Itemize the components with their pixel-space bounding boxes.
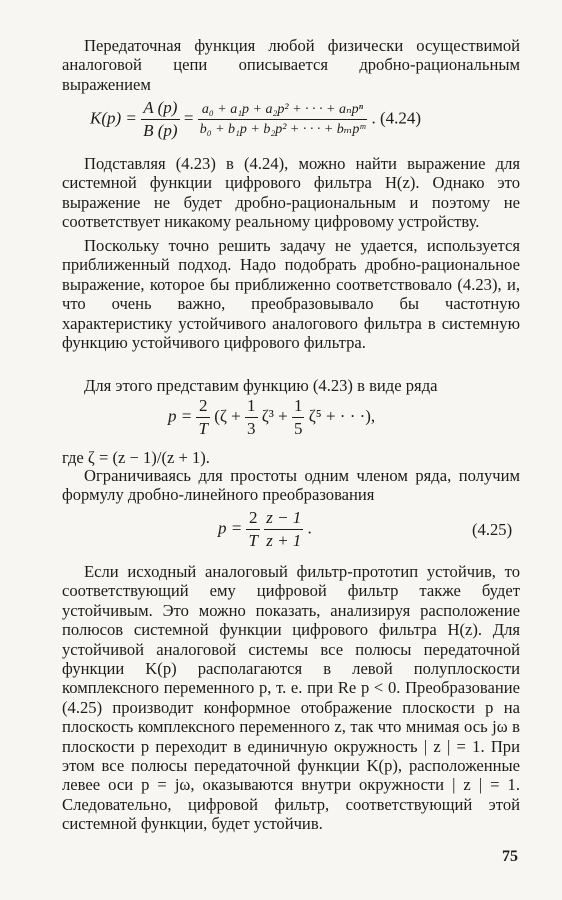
eq425-dot: . [307,518,312,538]
equation-series [168,396,375,439]
eq425-coef-den: T [248,531,258,550]
eq424-label: . (4.24) [371,108,422,128]
eq424-den-b: B (p) [143,121,178,140]
eq424-den-poly: b₀ + b₁p + b₂p² + · · · + bₘpᵐ [199,122,366,137]
paragraph-analog-transfer: Передаточная функция любой физически осуществимой аналоговой цепи описывается дробно-рациональным выражением [62,36,520,94]
series-term2-den: 5 [293,419,303,438]
eq425-lhs: p = [218,518,243,538]
eq425-coef-num: 2 [246,508,259,530]
eq424-fraction-ab [141,98,179,141]
series-term1 [245,396,258,439]
series-term2 [292,396,305,439]
paragraph-substitution: Подставляя (4.23) в (4.24), можно найти выражение для системной функции цифрового фильтра H(z). Однако это выражение не будет дробно-рациональным и поэтому не соответствует никакому реальному цифровому устройству. [62,154,520,232]
eq424-num-poly: a₀ + a₁p + a₂p² + · · · + aₙpⁿ [198,101,368,120]
eq424-num-a: A (p) [141,98,179,120]
paragraph-series-intro: Для этого представим функцию (4.23) в виде ряда [84,376,438,395]
eq425-coef [246,508,259,551]
series-coef [196,396,209,439]
eq425-fraction [264,508,303,551]
series-coef-den: T [198,419,208,438]
paragraph-stability: Если исходный аналоговый фильтр-прототип устойчив, то соответствующий ему цифровой фильтр также будет устойчивым. Это можно показать, анализируя расположение полюсов системной функции цифрового фильтра H(z). Для устойчивой аналоговой системы все полюсы передаточной функции K(p) располагаются в левой полуплоскости комплексного переменного p, т. е. при Re p < 0. Преобразование (4.25) производит конформное отображение плоскости p на плоскость комплексного переменного z, так что мнимая ось jω в плоскости p переходит в единичную окружность | z | = 1. При этом все полюсы передаточной функции K(p), расположенные левее оси p = jω, оказываются внутри окружности | z | = 1. Следовательно, цифровой фильтр, соответствующий этой системной функции, будет устойчив. [62,562,520,834]
eq425-num: z − 1 [264,508,303,530]
page-number: 75 [502,848,518,865]
series-mid: ζ³ + [261,406,288,426]
series-open: (ζ + [214,406,241,426]
series-coef-num: 2 [196,396,209,418]
eq424-fraction-poly [198,101,368,138]
paragraph-approximation: Поскольку точно решить задачу не удается, используется приближенный подход. Надо подобрать дробно-рациональное выражение, которое бы приближенно соответствовало (4.23), и, что очень важно, преобразовывало бы частотную характеристику устойчивого аналогового фильтра в системную функцию устойчивого цифрового фильтра. [62,236,520,353]
eq424-lhs: K(p) = [90,108,137,128]
equation-4-25 [218,508,312,551]
eq425-label: (4.25) [472,520,513,539]
paragraph-zeta-definition: где ζ = (z − 1)/(z + 1). [62,448,210,467]
series-term1-den: 3 [247,419,256,438]
series-tail: ζ⁵ + · · ·), [308,406,376,426]
eq425-den: z + 1 [266,531,302,550]
series-lhs: p = [168,406,193,426]
paragraph-bilinear-intro: Ограничиваясь для простоты одним членом ряда, получим формулу дробно-линейного преобразования [62,466,520,505]
eq424-equals: = [183,108,194,128]
series-term2-num: 1 [292,396,305,418]
equation-4-24 [90,98,421,141]
series-term1-num: 1 [245,396,258,418]
